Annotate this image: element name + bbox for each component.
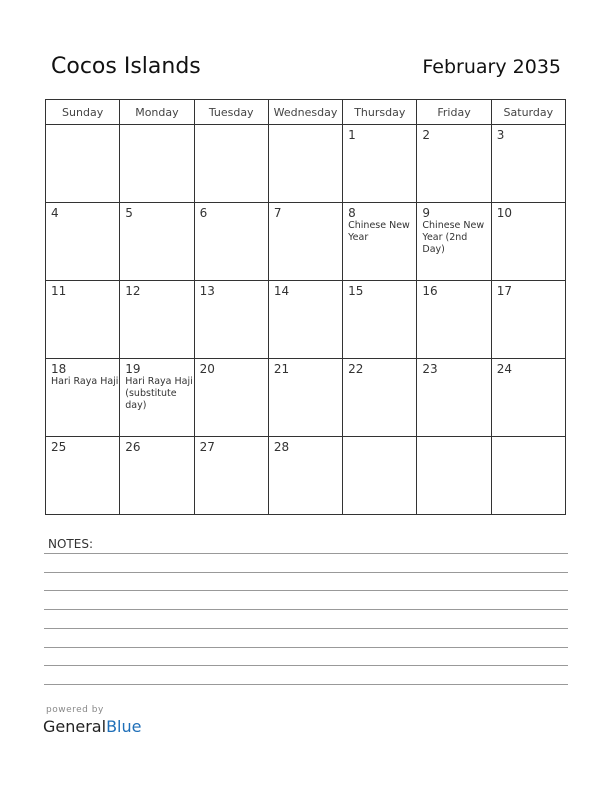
day-number: 21 (273, 362, 290, 376)
day-number: 1 (348, 128, 356, 142)
notes-line (44, 553, 568, 554)
day-number: 13 (199, 284, 215, 298)
day-cell[interactable] (194, 125, 268, 203)
day-cell[interactable] (491, 359, 565, 437)
weekday-thursday: Thursday (343, 100, 417, 125)
calendar-month-title: February 2035 (422, 56, 561, 78)
day-cell[interactable] (343, 125, 417, 203)
weekday-header-row (46, 100, 566, 125)
day-number: 24 (496, 362, 512, 376)
day-cell[interactable] (120, 359, 194, 437)
brand-blue: Blue (106, 717, 142, 736)
weekday-tuesday: Tuesday (194, 100, 268, 125)
day-number: 15 (348, 284, 364, 298)
day-number: 8 (348, 206, 356, 220)
powered-by-text: powered by (46, 705, 104, 715)
calendar-region-title: Cocos Islands (51, 54, 201, 79)
day-cell[interactable] (194, 203, 268, 281)
day-number: 22 (348, 362, 364, 376)
weekday-saturday: Saturday (491, 100, 565, 125)
day-number: 14 (273, 284, 290, 298)
day-cell[interactable] (417, 359, 491, 437)
brand-general: General (43, 717, 107, 736)
day-number: 10 (496, 206, 512, 220)
day-cell[interactable] (343, 281, 417, 359)
day-cell[interactable] (46, 125, 120, 203)
day-cell[interactable] (491, 281, 565, 359)
day-number: 3 (496, 128, 505, 142)
generalblue-logo[interactable] (43, 717, 141, 736)
day-number: 26 (125, 440, 141, 454)
day-cell[interactable] (343, 203, 417, 281)
day-number: 25 (51, 440, 67, 454)
day-cell[interactable] (268, 359, 342, 437)
day-cell[interactable] (268, 281, 342, 359)
day-number: 27 (199, 440, 215, 454)
weekday-wednesday: Wednesday (268, 100, 342, 125)
weekday-sunday: Sunday (46, 100, 120, 125)
day-cell[interactable] (417, 125, 491, 203)
holiday-event: Hari Raya Haji (substitute day) (125, 376, 193, 411)
day-cell[interactable] (268, 437, 342, 515)
day-cell[interactable] (120, 437, 194, 515)
weekday-monday: Monday (120, 100, 194, 125)
day-cell[interactable] (194, 437, 268, 515)
holiday-event: Chinese New Year (348, 220, 410, 243)
notes-line (44, 590, 568, 591)
day-cell[interactable] (120, 281, 194, 359)
day-number: 18 (51, 362, 67, 376)
week-row (46, 125, 566, 203)
notes-line (44, 665, 568, 666)
notes-line (44, 684, 568, 685)
holiday-event: Chinese New Year (2nd Day) (422, 220, 485, 255)
day-number: 4 (51, 206, 59, 220)
day-cell[interactable] (268, 203, 342, 281)
day-number: 7 (273, 206, 282, 220)
day-number: 5 (125, 206, 133, 220)
day-number: 11 (51, 284, 67, 298)
day-cell[interactable] (417, 437, 491, 515)
notes-line (44, 572, 568, 573)
day-cell[interactable] (417, 203, 491, 281)
calendar-grid (45, 99, 566, 515)
day-number: 19 (125, 362, 141, 376)
day-cell[interactable] (120, 125, 194, 203)
holiday-event: Hari Raya Haji (51, 376, 119, 387)
day-cell[interactable] (194, 281, 268, 359)
day-cell[interactable] (46, 203, 120, 281)
day-number: 2 (422, 128, 431, 142)
day-cell[interactable] (417, 281, 491, 359)
week-row (46, 359, 566, 437)
day-cell[interactable] (268, 125, 342, 203)
notes-line (44, 647, 568, 648)
day-number: 9 (422, 206, 431, 220)
day-cell[interactable] (46, 437, 120, 515)
day-number: 16 (422, 284, 438, 298)
week-row (46, 281, 566, 359)
day-number: 17 (496, 284, 512, 298)
notes-line (44, 609, 568, 610)
day-number: 6 (199, 206, 208, 220)
day-cell[interactable] (343, 437, 417, 515)
day-cell[interactable] (120, 203, 194, 281)
day-cell[interactable] (343, 359, 417, 437)
day-number: 20 (199, 362, 215, 376)
week-row (46, 437, 566, 515)
day-number: 23 (422, 362, 438, 376)
day-cell[interactable] (46, 281, 120, 359)
day-cell[interactable] (491, 125, 565, 203)
day-cell[interactable] (194, 359, 268, 437)
week-row (46, 203, 566, 281)
notes-line (44, 628, 568, 629)
day-cell[interactable] (491, 203, 565, 281)
day-cell[interactable] (491, 437, 565, 515)
day-number: 12 (125, 284, 141, 298)
notes-label: NOTES: (48, 537, 93, 551)
day-number: 28 (273, 440, 290, 454)
day-cell[interactable] (46, 359, 120, 437)
weekday-friday: Friday (417, 100, 491, 125)
